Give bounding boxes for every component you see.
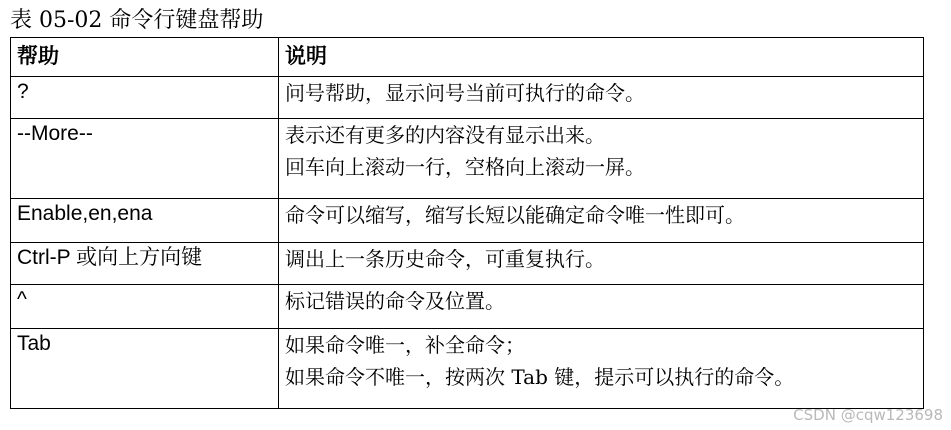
- help-key-cell: --More--: [11, 119, 279, 199]
- table-caption: 表 05-02 命令行键盘帮助: [10, 8, 264, 33]
- table-header-row: [11, 38, 924, 77]
- description-line: 调出上一条历史命令，可重复执行。: [285, 247, 605, 271]
- help-description-cell: [279, 243, 924, 285]
- header-help: 帮助: [11, 38, 279, 77]
- table-row: [11, 243, 924, 285]
- table-row: [11, 119, 924, 199]
- table-row: [11, 285, 924, 329]
- header-description: 说明: [279, 38, 924, 77]
- description-line: 命令可以缩写，缩写长短以能确定命令唯一性即可。: [285, 203, 745, 227]
- table-row: [11, 77, 924, 119]
- description-line: 如果命令唯一，补全命令；: [285, 333, 525, 357]
- help-description-cell: [279, 329, 924, 409]
- table-row: [11, 199, 924, 243]
- help-key-cell: Ctrl-P 或向上方向键: [11, 243, 279, 285]
- help-key-cell: ^: [11, 285, 279, 329]
- watermark-text: CSDN @cqw123698: [793, 406, 943, 424]
- help-description-cell: [279, 285, 924, 329]
- description-line: 如果命令不唯一，按两次 Tab 键，提示可以执行的命令。: [285, 365, 795, 389]
- description-line: 回车向上滚动一行，空格向上滚动一屏。: [285, 155, 645, 179]
- help-key-cell: Tab: [11, 329, 279, 409]
- description-line: 问号帮助，显示问号当前可执行的命令。: [285, 81, 645, 105]
- help-description-cell: [279, 119, 924, 199]
- description-line: 表示还有更多的内容没有显示出来。: [285, 123, 605, 147]
- description-line: 标记错误的命令及位置。: [285, 289, 505, 313]
- help-description-cell: [279, 199, 924, 243]
- help-key-cell: Enable,en,ena: [11, 199, 279, 243]
- table-row: [11, 329, 924, 409]
- help-key-cell: ?: [11, 77, 279, 119]
- help-description-cell: [279, 77, 924, 119]
- keyboard-help-table: [10, 37, 924, 409]
